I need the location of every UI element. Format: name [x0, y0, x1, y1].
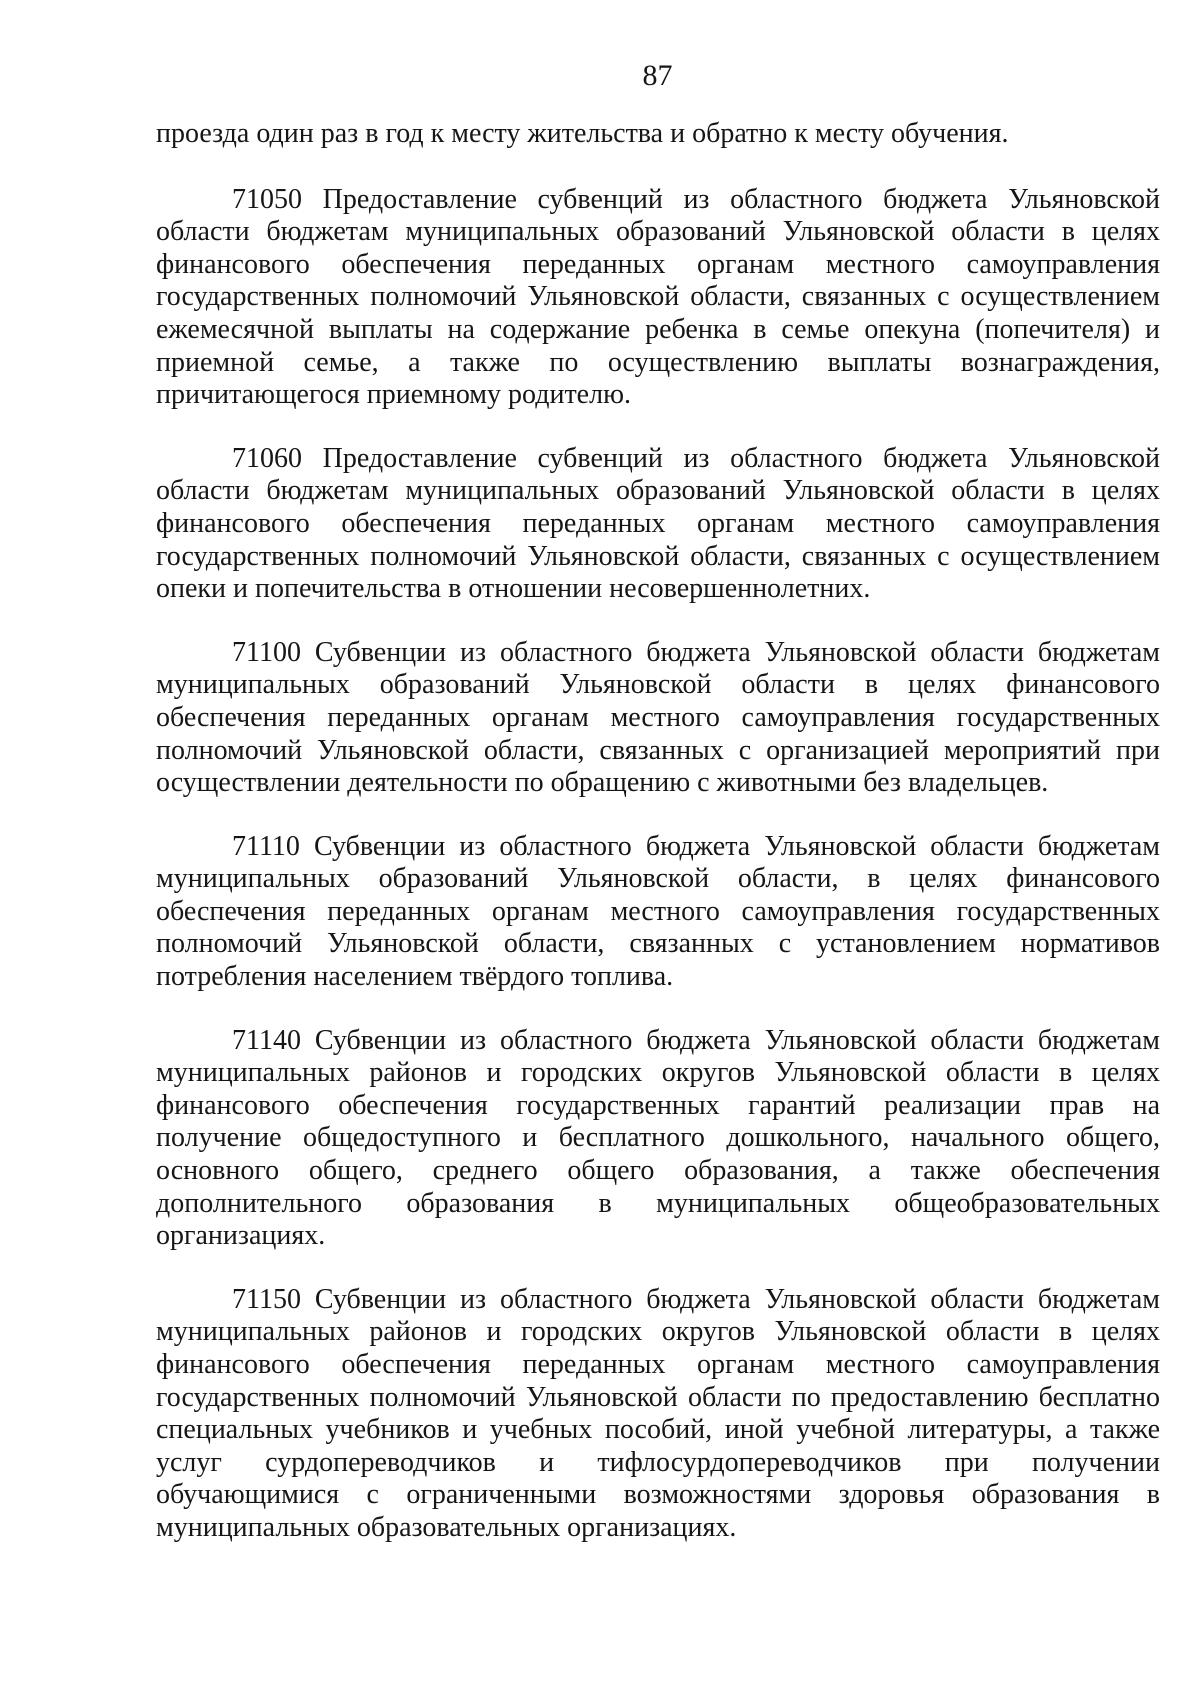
- document-body: [156, 118, 1160, 1576]
- paragraph-71140: 71140 Субвенции из областного бюджета Ульяновской области бюджетам муниципальных районов и городских округов Ульяновской области в целях финансового обеспечения государственных гарантий реализации прав на получение общедоступного и бесплатного дошкольного, начального общего, основного общего, среднего общего образования, а также обеспечения дополнительного образования в муниципальных общеобразовательных организациях.: [156, 1024, 1160, 1252]
- paragraph-71060: 71060 Предоставление субвенций из областного бюджета Ульяновской области бюджетам муниципальных образований Ульяновской области в целях финансового обеспечения переданных органам местного самоуправления государственных полномочий Ульяновской области, связанных с осуществлением опеки и попечительства в отношении несовершеннолетних.: [156, 442, 1160, 605]
- paragraph-71050: 71050 Предоставление субвенций из областного бюджета Ульяновской области бюджетам муниципальных образований Ульяновской области в целях финансового обеспечения переданных органам местного самоуправления государственных полномочий Ульяновской области, связанных с осуществлением ежемесячной выплаты на содержание ребенка в семье опекуна (попечителя) и приемной семье, а также по осуществлению выплаты вознаграждения, причитающегося приемному родителю.: [156, 183, 1160, 411]
- paragraph-71110: 71110 Субвенции из областного бюджета Ульяновской области бюджетам муниципальных образований Ульяновской области, в целях финансового обеспечения переданных органам местного самоуправления государственных полномочий Ульяновской области, связанных с установлением нормативов потребления населением твёрдого топлива.: [156, 830, 1160, 993]
- paragraph-71100: 71100 Субвенции из областного бюджета Ульяновской области бюджетам муниципальных образований Ульяновской области в целях финансового обеспечения переданных органам местного самоуправления государственных полномочий Ульяновской области, связанных с организацией мероприятий при осуществлении деятельности по обращению с животными без владельцев.: [156, 636, 1160, 799]
- paragraph-71150: 71150 Субвенции из областного бюджета Ульяновской области бюджетам муниципальных районов и городских округов Ульяновской области в целях финансового обеспечения переданных органам местного самоуправления государственных полномочий Ульяновской области по предоставлению бесплатно специальных учебников и учебных пособий, иной учебной литературы, а также услуг сурдопереводчиков и тифлосурдопереводчиков при получении обучающимися с ограниченными возможностями здоровья образования в муниципальных образовательных организациях.: [156, 1283, 1160, 1543]
- paragraph-continuation: проезда один раз в год к месту жительства и обратно к месту обучения.: [156, 118, 1009, 149]
- page-number: 87: [642, 59, 673, 92]
